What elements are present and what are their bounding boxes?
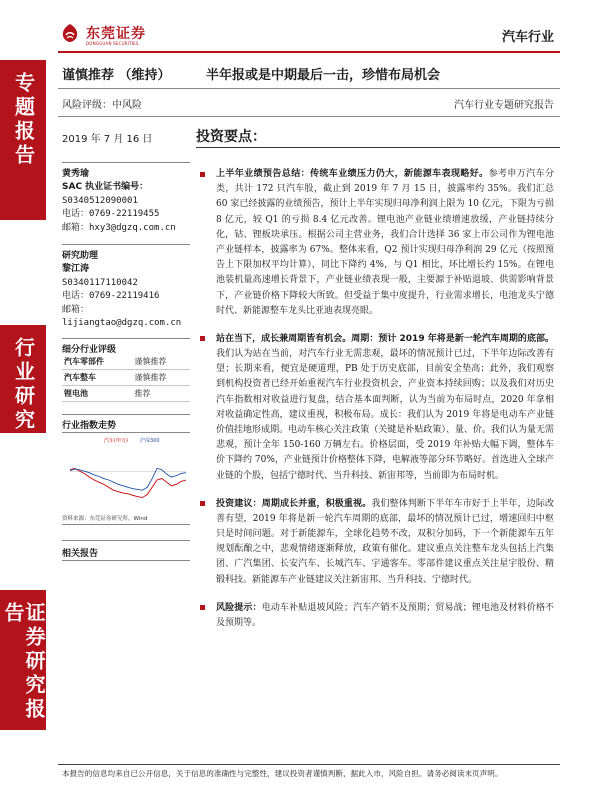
source-rule xyxy=(62,524,190,525)
trend-rule xyxy=(62,414,190,415)
assistant-rule xyxy=(62,244,190,245)
risk-rating: 风险评级：中风险 xyxy=(62,100,142,111)
title-rule xyxy=(58,88,560,89)
subtitle-rule xyxy=(58,116,560,117)
table-row xyxy=(62,386,190,402)
company-name: 东莞证券 xyxy=(86,26,146,42)
chart-series-line-2 xyxy=(70,468,186,490)
sidebar-label-special-report: 专题报告 xyxy=(11,72,36,168)
bullet-square-icon xyxy=(200,605,205,610)
sub-ratings-title: 细分行业评级 xyxy=(62,345,117,355)
analyst-cert: S0340512090001 xyxy=(62,195,138,206)
key-point-text: 参考申万汽车分类，共计 172 只汽车股，截止到 2019 年 7 月 15 日，披露率约 35%。我们汇总 60 家已经披露的业绩预告，预计上半年实现归母净利润上限为 10 亿元，下限为亏损 8 亿元，较 Q1 的亏损 8.4 亿元改善。锂电池产业链业绩增速放缓，产业链持续分化，钴、锂板块承压。根据公司主营业务，我们合计选择 36 家上市公司作为锂电池产业链样本，披露率为 67%。整体来看，Q2 预计实现归母净利润 29 亿元（按照预告上下限加权平均计算），同比下降约 4%，与 Q1 相比，环比增长约 15%。在锂电池装机量高速增长背景下，产业链业绩表现一般，主要源于补贴退坡、供需影响背景下，产业链价格下降较大所致。但受益于集中度提升，行业需求增长，电池龙头宁德时代、新能源整车龙头比亚迪表现亮眼。 xyxy=(216,169,554,316)
assistant-email: lijiangtao@dgzq.com.cn xyxy=(62,318,182,329)
logo-emblem-icon xyxy=(60,23,80,43)
assistant-role: 研究助理 xyxy=(62,251,99,261)
trend-title-underline xyxy=(62,432,190,433)
chart-source: 资料来源：东莞证券研究所，Wind xyxy=(62,516,148,522)
sector-name: 锂电池 xyxy=(62,386,132,402)
company-logo xyxy=(60,20,146,46)
table-row xyxy=(62,354,190,370)
sector-name: 汽车整车 xyxy=(62,370,132,386)
legend-index: 沪深300 xyxy=(140,438,160,444)
sidebar-tab-special-report xyxy=(0,60,46,220)
sidebar-tab-securities-report xyxy=(0,590,46,730)
chart-series-line-1 xyxy=(70,468,186,497)
sidebar-label-industry-research: 行业研究 xyxy=(11,337,36,433)
header-rule xyxy=(58,51,560,53)
footer-rule xyxy=(58,764,560,765)
key-point-text: 我们整体判断下半年车市好于上半年，边际改善有望，2019 年将是新一轮汽车周期的底部，最坏的情况预计已过，增速回归中枢只是时间问题。对于新能源车，全球化趋势不改，双积分加码，下一个新能源车五年规划酝酿之中，悲观情绪逐渐释放，政策有催化。建议重点关注整车龙头包括上汽集团、广汽集团、长安汽车、长城汽车、宇通客车。零部件建议重点关注星宇股份、精锻科技。新能源车产业链建议关注新宙邦、当升科技、宁德时代。 xyxy=(216,498,554,585)
sidebar-label-securities-report: 证券研究报告 xyxy=(1,602,46,722)
sidebar-tab-industry-research xyxy=(0,325,46,433)
key-point-lead: 风险提示： xyxy=(216,602,262,613)
sub-ratings-rule xyxy=(62,338,190,339)
analyst-email: 邮箱：hxy3@dgzq.com.cn xyxy=(62,222,176,233)
report-title: 半年报或是中期最后一击，珍惜布局机会 xyxy=(206,68,441,83)
bullet-square-icon xyxy=(200,172,205,177)
key-point-lead: 投资建议：周期成长并重，积极重视。 xyxy=(216,498,372,509)
key-point-lead: 站在当下，成长兼周期皆有机会。周期：预计 2019 年将是新一轮汽车周期的底部。 xyxy=(216,333,554,344)
key-points-list xyxy=(200,167,554,644)
assistant-block xyxy=(62,250,190,330)
related-underline xyxy=(62,560,190,561)
analyst-name: 黄秀瑜 xyxy=(62,169,90,179)
company-name-english: DONGGUAN SECURITIES xyxy=(86,41,139,46)
industry-trend-chart xyxy=(62,460,190,512)
analyst-phone: 电话：0769-22119455 xyxy=(62,209,160,220)
assistant-name: 黎江涛 xyxy=(62,264,90,275)
key-point-4 xyxy=(200,601,554,631)
key-point-3 xyxy=(200,497,554,588)
bullet-square-icon xyxy=(200,501,205,506)
footer-disclaimer: 本报告的信息均来自已公开信息，关于信息的准确性与完整性，建议投资者谨慎判断，据此入市，风险自担。请务必阅读末页声明。 xyxy=(62,769,503,778)
table-row xyxy=(62,370,190,386)
key-point-text: 我们认为站在当前，对汽车行业无需悲观，最坏的情况预计已过，下半年边际改善有望；长期来看，便宜是硬道理，PB 处于历史底部，目前安全垫高；此外，我们观察到机构投资者已经开始重视汽车行业投资机会，产业资本持续回购；以及我们对历史汽车指数相对收益进行复盘，结合基本面判断，认为当前为布局时点，2020 年拿相对收益确定性高，建议重视，积极布局。成长：我们认为 2019 年将是电动车产业链价值挂地形成期。电动车核心关注政策（关键是补贴政策）、量、价。我们认为量无需悲观，预计全年 150-160 万辆左右。价格层面，受 2019 年补贴大幅下调，整体车价下降约 70%，产业链预计价格整体下降，电解液等部分环节略好。首选进入全球产业链的个股，包括宁德时代、当升科技、新宙邦等，当前即为布局时机。 xyxy=(216,349,554,481)
analyst-rule xyxy=(62,162,190,163)
sector-name: 汽车零部件 xyxy=(62,354,132,370)
sector-rating: 谨慎推荐 xyxy=(132,370,190,386)
assistant-email-label: 邮箱： xyxy=(62,304,90,315)
sector-rating: 推荐 xyxy=(132,386,190,402)
sector-rating: 谨慎推荐 xyxy=(132,354,190,370)
investment-rating: 谨慎推荐 （维持） xyxy=(62,68,171,83)
analyst-block xyxy=(62,168,190,235)
related-reports-title: 相关报告 xyxy=(62,549,99,559)
assistant-cert: S0340117110042 xyxy=(62,277,138,288)
analyst-cert-label: SAC 执业证书编号： xyxy=(62,182,149,193)
key-points-title: 投资要点： xyxy=(196,129,266,145)
key-point-2 xyxy=(200,332,554,484)
key-point-lead: 上半年业绩预告总结：传统车业绩压力仍大，新能源车表现略好。 xyxy=(216,169,489,179)
report-type: 汽车行业专题研究报告 xyxy=(454,100,554,111)
assistant-phone: 电话：0769-22119416 xyxy=(62,291,160,302)
key-point-text: 电动车补贴退坡风险；汽车产销不及预期；贸易战；锂电池及材料价格不及预期等。 xyxy=(216,602,554,628)
sub-ratings-table xyxy=(62,354,190,402)
related-rule xyxy=(62,540,190,541)
legend-industry: 汽车(申万) xyxy=(104,438,128,444)
trend-title: 行业指数走势 xyxy=(62,421,117,431)
report-date: 2019 年 7 月 16 日 xyxy=(62,134,153,145)
key-points-rule xyxy=(196,147,560,148)
industry-label: 汽车行业 xyxy=(501,30,554,45)
key-point-1 xyxy=(200,167,554,319)
bullet-square-icon xyxy=(200,336,205,341)
